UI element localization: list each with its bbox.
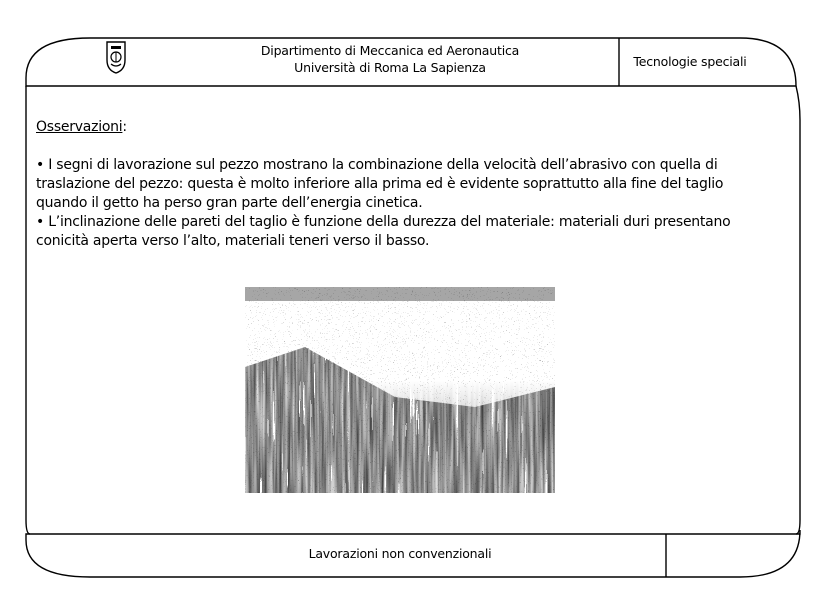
university-name: Università di Roma La Sapienza (294, 60, 486, 75)
observation-bullet-1: • I segni di lavorazione sul pezzo mostrano la combinazione della velocità dell’abrasivo con quella di traslazione del pezzo: questa è molto inferiore alla prima ed è evidente soprattutto alla fine del taglio quando il getto ha perso gran parte dell’energia cinetica. (36, 157, 724, 211)
observation-bullet-2: • L’inclinazione delle pareti del taglio è funzione della durezza del materiale: materiali duri presentano conicità aperta verso l’alto, materiali teneri verso il basso. (36, 214, 731, 249)
cut-surface-photo (245, 287, 555, 493)
heading-colon: : (122, 119, 127, 135)
observations-heading-line (36, 118, 761, 137)
university-seal-icon (104, 40, 128, 74)
course-title: Tecnologie speciali (633, 54, 747, 69)
footer-topic: Lavorazioni non convenzionali (308, 546, 492, 561)
slide-content (36, 118, 761, 251)
department-header (160, 42, 620, 76)
department-name: Dipartimento di Meccanica ed Aeronautica (260, 43, 520, 58)
observations-list (36, 156, 761, 251)
observations-heading: Osservazioni (36, 119, 123, 135)
